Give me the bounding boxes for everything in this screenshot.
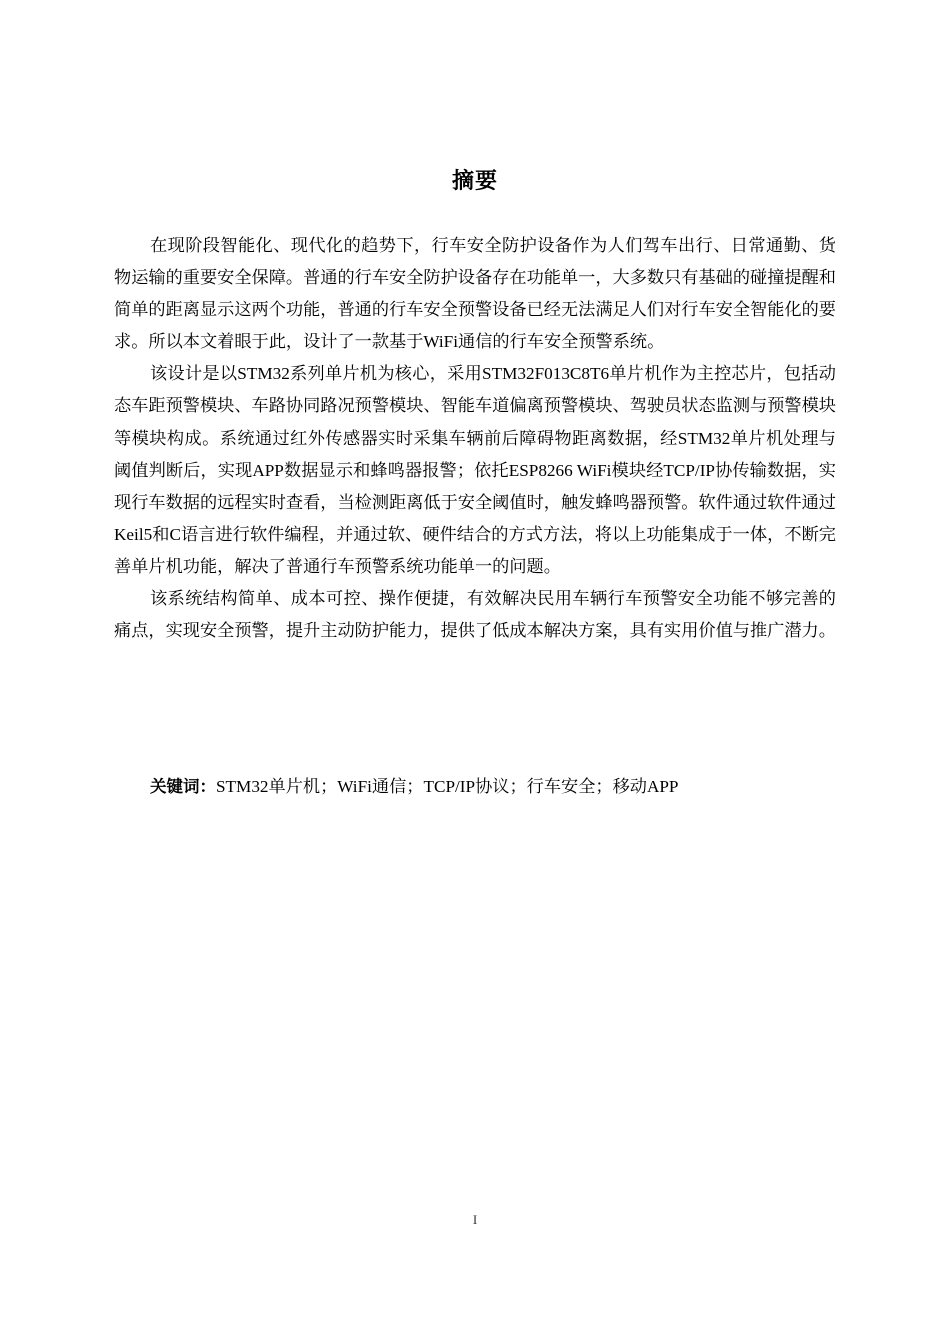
keywords-label: 关键词： (150, 777, 216, 796)
page-title: 摘要 (451, 169, 498, 194)
abstract-paragraph-1: 在现阶段智能化、现代化的趋势下，行车安全防护设备作为人们驾车出行、日常通勤、货物运输的重要安全保障。普通的行车安全防护设备存在功能单一，大多数只有基础的碰撞提醒和简单的距离显示这两个功能，普通的行车安全预警设备已经无法满足人们对行车安全智能化的要求。所以本文着眼于此，设计了一款基于WiFi通信的行车安全预警系统。 (114, 236, 836, 352)
keywords-text: STM32单片机；WiFi通信；TCP/IP协议；行车安全；移动APP (216, 777, 679, 796)
abstract-paragraph-2: 该设计是以STM32系列单片机为核心，采用STM32F013C8T6单片机作为主控芯片，包括动态车距预警模块、车路协同路况预警模块、智能车道偏离预警模块、驾驶员状态监测与预警模块等模块构成。系统通过红外传感器实时采集车辆前后障碍物距离数据，经STM32单片机处理与阈值判断后，实现APP数据显示和蜂鸣器报警；依托ESP8266 WiFi模块经TCP/IP协传输数据，实现行车数据的远程实时查看，当检测距离低于安全阈值时，触发蜂鸣器预警。软件通过软件通过Keil5和C语言进行软件编程，并通过软、硬件结合的方式方法，将以上功能集成于一体，不断完善单片机功能，解决了普通行车预警系统功能单一的问题。 (114, 364, 836, 576)
abstract-body (114, 230, 836, 647)
abstract-paragraph-3: 该系统结构简单、成本可控、操作便捷，有效解决民用车辆行车预警安全功能不够完善的痛点，实现安全预警，提升主动防护能力，提供了低成本解决方案，具有实用价值与推广潜力。 (114, 589, 836, 641)
page-number: I (472, 1212, 478, 1227)
keywords-line (150, 772, 836, 802)
